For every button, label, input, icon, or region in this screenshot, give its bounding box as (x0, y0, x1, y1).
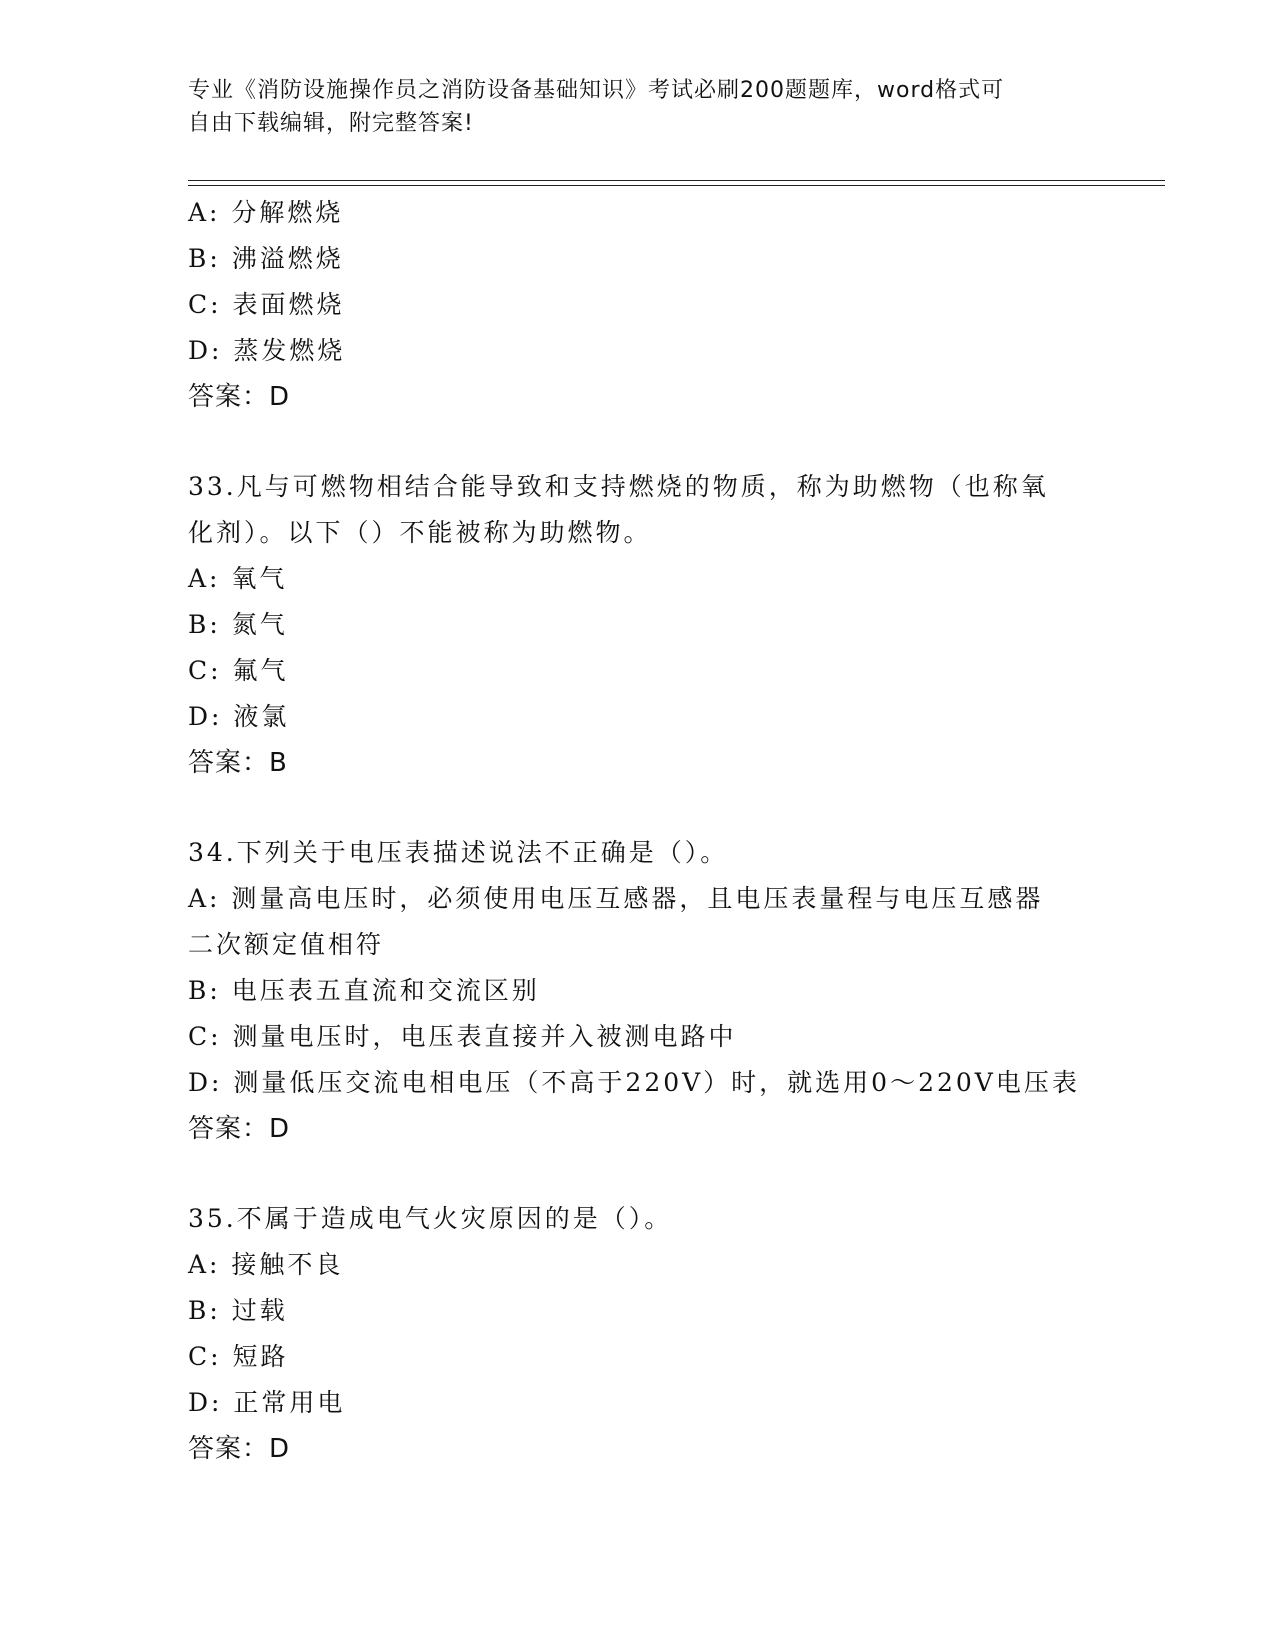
option-d: D: 液氯 (188, 702, 290, 731)
spacer (188, 420, 1088, 464)
question-34-block (188, 830, 1088, 1152)
option-c: C: 表面燃烧 (188, 290, 345, 319)
spacer (188, 786, 1088, 830)
question-32-block (188, 190, 1088, 420)
option-a: A: 分解燃烧 (188, 198, 344, 227)
option-a: A: 接触不良 (188, 1250, 344, 1279)
answer-label: 答案：B (188, 748, 288, 778)
option-a-continued: 二次额定值相符 (188, 930, 385, 959)
option-d: D: 测量低压交流电相电压（不高于220V）时，就选用0～220V电压表 (188, 1068, 1080, 1097)
option-c: C: 短路 (188, 1342, 289, 1371)
option-b: B: 氮气 (188, 610, 288, 639)
option-c: C: 测量电压时，电压表直接并入被测电路中 (188, 1022, 737, 1051)
question-text: 33.凡与可燃物相结合能导致和支持燃烧的物质，称为助燃物（也称氧 (188, 472, 1049, 501)
option-a: A: 氧气 (188, 564, 288, 593)
question-text: 35.不属于造成电气火灾原因的是（）。 (188, 1204, 673, 1233)
option-d: D: 蒸发燃烧 (188, 336, 346, 365)
answer-label: 答案：D (188, 1434, 291, 1464)
question-35-block (188, 1196, 1088, 1472)
answer-label: 答案：D (188, 382, 291, 412)
question-33-block (188, 464, 1088, 786)
header-double-rule (188, 180, 1165, 186)
option-d: D: 正常用电 (188, 1388, 346, 1417)
header-line-2: 自由下载编辑，附完整答案! (188, 111, 474, 136)
question-text: 34.下列关于电压表描述说法不正确是（）。 (188, 838, 729, 867)
option-b: B: 电压表五直流和交流区别 (188, 976, 540, 1005)
option-c: C: 氟气 (188, 656, 289, 685)
spacer (188, 1152, 1088, 1196)
page-header (188, 74, 1088, 140)
question-text-continued: 化剂）。以下（）不能被称为助燃物。 (188, 518, 652, 547)
option-b: B: 沸溢燃烧 (188, 244, 344, 273)
document-body (188, 190, 1088, 1472)
header-line-1: 专业《消防设施操作员之消防设备基础知识》考试必刷200题题库，word格式可 (188, 78, 1005, 103)
option-b: B: 过载 (188, 1296, 288, 1325)
option-a: A: 测量高电压时，必须使用电压互感器，且电压表量程与电压互感器 (188, 884, 1044, 913)
answer-label: 答案：D (188, 1114, 291, 1144)
